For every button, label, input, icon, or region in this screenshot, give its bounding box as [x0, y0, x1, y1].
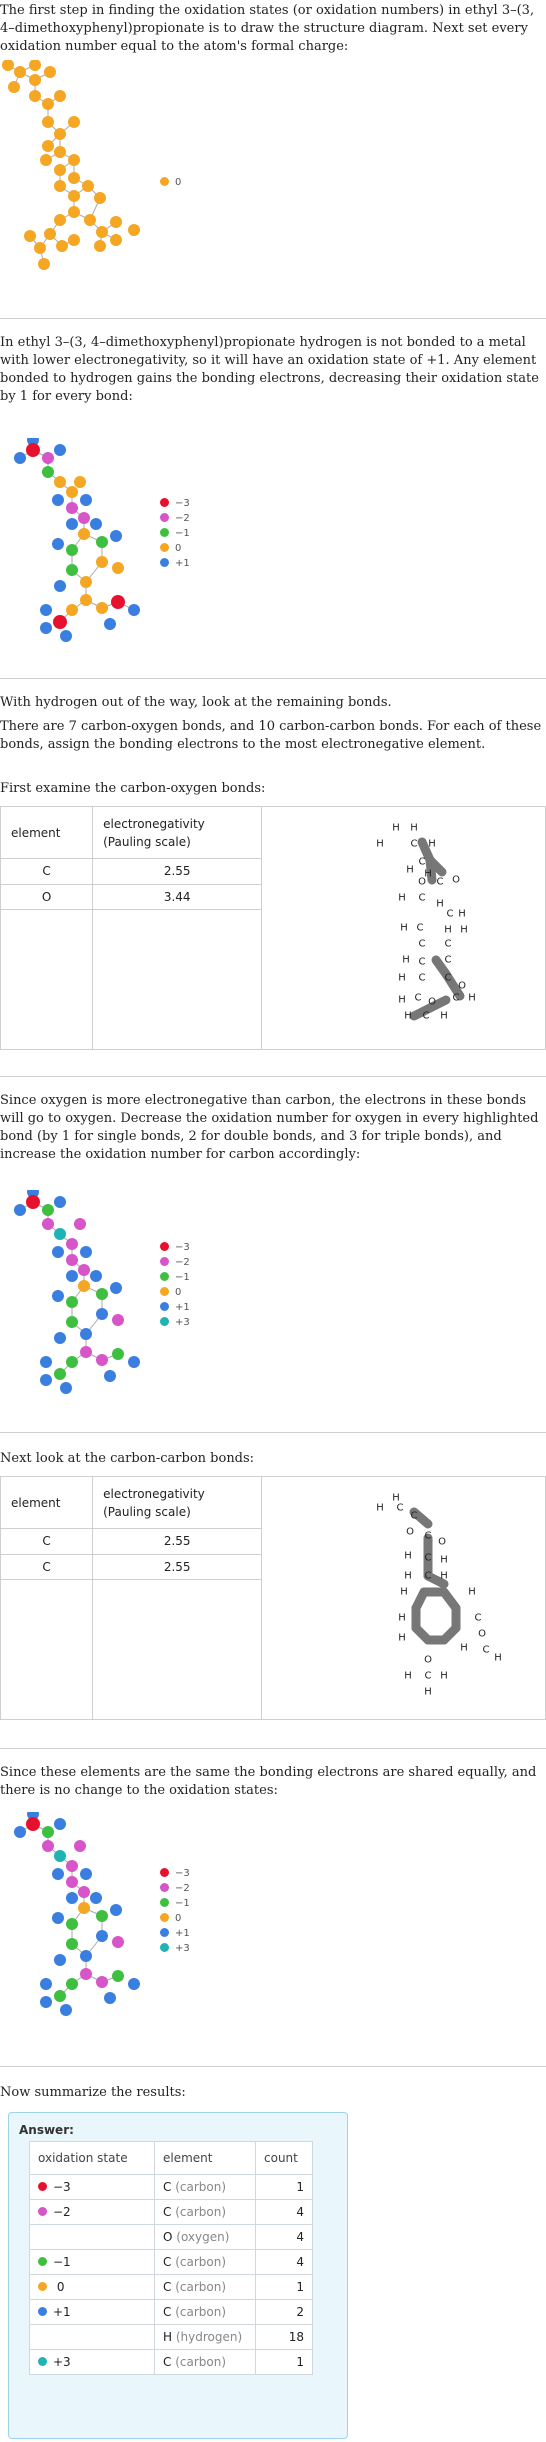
svg-text:C: C [416, 922, 424, 933]
svg-text:C: C [424, 1552, 432, 1563]
svg-text:H: H [439, 1670, 448, 1681]
step4-text: Since oxygen is more electronegative than carbon, the electrons in these bonds will go to oxygen. Decrease the oxidation number for oxygen in every highlighted bond (by 1 for single bonds, 2 for double bonds, and 3 for triple bonds), and increase the oxidation number for carbon accordingly: [0, 1093, 539, 1162]
element-cell: C (carbon) [155, 2175, 256, 2200]
col-header-element: element [1, 807, 93, 859]
svg-text:H: H [391, 822, 400, 833]
svg-text:H: H [403, 1670, 412, 1681]
legend-dot [160, 1898, 169, 1907]
legend-dot [160, 1287, 169, 1296]
table-cell-empty [1, 1580, 93, 1720]
table-row [30, 2250, 313, 2275]
legend-dot [160, 1928, 169, 1937]
table-cell: C [1, 1554, 93, 1580]
svg-text:C: C [436, 876, 444, 887]
svg-text:C: C [418, 892, 426, 903]
structure-diagram-cc [304, 1480, 504, 1712]
svg-text:C: C [418, 972, 426, 983]
svg-text:C: C [444, 938, 452, 949]
svg-text:H: H [459, 924, 468, 935]
table-cell-empty [93, 1580, 262, 1720]
answer-box [8, 2112, 348, 2439]
svg-text:H: H [375, 838, 384, 849]
table-cell: 2.55 [93, 1529, 262, 1555]
answer-title: Answer: [19, 2123, 74, 2137]
svg-text:H: H [397, 972, 406, 983]
table-row [30, 2200, 313, 2225]
state-cell: +1 [30, 2300, 155, 2325]
count-cell: 1 [256, 2175, 313, 2200]
svg-text:C: C [424, 1670, 432, 1681]
state-cell: +3 [30, 2350, 155, 2375]
separator [0, 1076, 546, 1077]
state-dot [38, 2282, 47, 2291]
legend-dot [160, 528, 169, 537]
legend-dot [160, 1272, 169, 1281]
element-cell: C (carbon) [155, 2350, 256, 2375]
svg-text:C: C [444, 972, 452, 983]
table-row [30, 2275, 313, 2300]
legend-dot [160, 498, 169, 507]
col-header-element: element [1, 1477, 93, 1529]
count-cell: 2 [256, 2300, 313, 2325]
svg-text:H: H [397, 892, 406, 903]
structure-diagram-4 [0, 1812, 160, 2024]
state-cell: −3 [30, 2175, 155, 2200]
separator [0, 1748, 546, 1749]
intro-text: The first step in finding the oxidation states (or oxidation numbers) in ethyl 3–(3, 4–dimethoxyphenyl)propionate is to draw the structure diagram. Next set every oxidation number equal to the atom's formal charge: [0, 3, 535, 54]
table-cell-empty [1, 910, 93, 1050]
count-cell: 4 [256, 2200, 313, 2225]
svg-text:H: H [403, 1010, 412, 1021]
legend-dot [160, 1868, 169, 1877]
svg-text:C: C [418, 956, 426, 967]
svg-text:O: O [417, 876, 426, 887]
svg-text:C: C [444, 954, 452, 965]
element-cell: C (carbon) [155, 2250, 256, 2275]
table-row [30, 2300, 313, 2325]
table-cell: C [1, 1529, 93, 1555]
step3-line2: There are 7 carbon-oxygen bonds, and 10 carbon-carbon bonds. For each of these bonds, assign the bonding electrons to the most electronegative element. [0, 719, 542, 752]
legend-dot [160, 1257, 169, 1266]
col-header-count: count [256, 2142, 313, 2175]
svg-text:H: H [439, 1554, 448, 1565]
separator [0, 678, 546, 679]
state-cell: −1 [30, 2250, 155, 2275]
count-cell: 1 [256, 2275, 313, 2300]
legend-dot [160, 177, 169, 186]
svg-text:C: C [424, 1530, 432, 1541]
svg-text:O: O [457, 980, 466, 991]
svg-text:H: H [409, 822, 418, 833]
state-dot [38, 2307, 47, 2316]
svg-text:H: H [423, 868, 432, 879]
svg-text:H: H [403, 1550, 412, 1561]
state-dot [38, 2182, 47, 2191]
svg-text:H: H [427, 838, 436, 849]
separator [0, 2066, 546, 2067]
svg-text:C: C [418, 938, 426, 949]
svg-text:O: O [437, 1536, 446, 1547]
structure-diagram-co [304, 810, 504, 1042]
table-row [30, 2225, 313, 2250]
col-header-electronegativity: electronegativity (Pauling scale) [93, 807, 262, 859]
svg-text:H: H [397, 1612, 406, 1623]
svg-text:C: C [452, 992, 460, 1003]
step5-text: Next look at the carbon-carbon bonds: [0, 1451, 255, 1466]
state-cell: −2 [30, 2200, 155, 2225]
state-dot [38, 2207, 47, 2216]
table-cell: C [1, 859, 93, 885]
svg-text:H: H [493, 1652, 502, 1663]
svg-text:C: C [422, 1010, 430, 1021]
legend-dot [160, 543, 169, 552]
svg-text:O: O [423, 1654, 432, 1665]
svg-text:H: H [439, 1570, 448, 1581]
state-dot [38, 2357, 47, 2366]
step3-line1: With hydrogen out of the way, look at the remaining bonds. [0, 695, 392, 710]
legend-dot [160, 558, 169, 567]
legend-2: −3 −2 −1 0 +1 [160, 496, 190, 571]
table-co [0, 806, 546, 1050]
svg-text:C: C [410, 1510, 418, 1521]
legend-3: −3 −2 −1 0 +1 +3 [160, 1240, 190, 1330]
element-cell: C (carbon) [155, 2275, 256, 2300]
state-dot [38, 2257, 47, 2266]
svg-text:C: C [418, 856, 426, 867]
col-header-element: element [155, 2142, 256, 2175]
svg-text:O: O [477, 1628, 486, 1639]
svg-text:H: H [457, 908, 466, 919]
legend-dot [160, 1302, 169, 1311]
legend-dot [160, 513, 169, 522]
svg-text:H: H [459, 1642, 468, 1653]
table-cell: 3.44 [93, 884, 262, 910]
svg-text:H: H [401, 954, 410, 965]
element-cell: C (carbon) [155, 2200, 256, 2225]
svg-text:C: C [414, 992, 422, 1003]
col-header-oxidation-state: oxidation state [30, 2142, 155, 2175]
structure-cell [262, 807, 546, 1050]
state-cell [30, 2325, 155, 2350]
summary-table [29, 2141, 313, 2375]
count-cell: 4 [256, 2225, 313, 2250]
element-cell: O (oxygen) [155, 2225, 256, 2250]
svg-text:O: O [427, 996, 436, 1007]
svg-text:H: H [397, 1632, 406, 1643]
step3-line3: First examine the carbon-oxygen bonds: [0, 781, 266, 796]
count-cell: 18 [256, 2325, 313, 2350]
svg-text:H: H [391, 1492, 400, 1503]
step2-text: In ethyl 3–(3, 4–dimethoxyphenyl)propionate hydrogen is not bonded to a metal with lower electronegativity, so it will have an oxidation state of +1. Any element bonded to hydrogen gains the bonding electrons, decreasing their oxidation state by 1 for every bond: [0, 335, 539, 404]
svg-text:H: H [443, 924, 452, 935]
table-cell: 2.55 [93, 859, 262, 885]
svg-text:H: H [399, 1586, 408, 1597]
table-row [30, 2175, 313, 2200]
svg-text:C: C [396, 1502, 404, 1513]
legend-dot [160, 1317, 169, 1326]
legend-dot [160, 1883, 169, 1892]
col-header-electronegativity: electronegativity (Pauling scale) [93, 1477, 262, 1529]
svg-text:O: O [451, 874, 460, 885]
svg-text:H: H [423, 1686, 432, 1697]
svg-text:H: H [439, 1010, 448, 1021]
element-cell: C (carbon) [155, 2300, 256, 2325]
svg-text:C: C [424, 1570, 432, 1581]
state-cell [30, 2225, 155, 2250]
table-row [30, 2325, 313, 2350]
svg-text:H: H [397, 994, 406, 1005]
table-cell: 2.55 [93, 1554, 262, 1580]
svg-text:H: H [467, 992, 476, 1003]
svg-text:H: H [467, 1586, 476, 1597]
legend-1: 0 [160, 175, 181, 190]
structure-cell [262, 1477, 546, 1720]
svg-text:H: H [405, 864, 414, 875]
state-cell: 0 [30, 2275, 155, 2300]
svg-text:H: H [435, 898, 444, 909]
structure-diagram-1 [0, 60, 170, 295]
table-cell: O [1, 884, 93, 910]
svg-text:C: C [446, 908, 454, 919]
svg-text:O: O [405, 1526, 414, 1537]
count-cell: 4 [256, 2250, 313, 2275]
separator [0, 318, 546, 319]
legend-4: −3 −2 −1 0 +1 +3 [160, 1866, 190, 1956]
svg-text:H: H [399, 922, 408, 933]
step7-text: Now summarize the results: [0, 2085, 186, 2100]
svg-text:H: H [375, 1502, 384, 1513]
table-row [30, 2350, 313, 2375]
step6-text: Since these elements are the same the bonding electrons are shared equally, and there is no change to the oxidation states: [0, 1765, 537, 1798]
svg-text:H: H [403, 1570, 412, 1581]
table-cell-empty [93, 910, 262, 1050]
count-cell: 1 [256, 2350, 313, 2375]
legend-dot [160, 1242, 169, 1251]
structure-diagram-3 [0, 1190, 160, 1402]
legend-dot [160, 1943, 169, 1952]
legend-dot [160, 1913, 169, 1922]
svg-text:C: C [410, 838, 418, 849]
structure-diagram-2 [0, 438, 160, 648]
separator [0, 1432, 546, 1433]
element-cell: H (hydrogen) [155, 2325, 256, 2350]
svg-text:C: C [474, 1612, 482, 1623]
svg-text:C: C [482, 1644, 490, 1655]
table-cc [0, 1476, 546, 1720]
